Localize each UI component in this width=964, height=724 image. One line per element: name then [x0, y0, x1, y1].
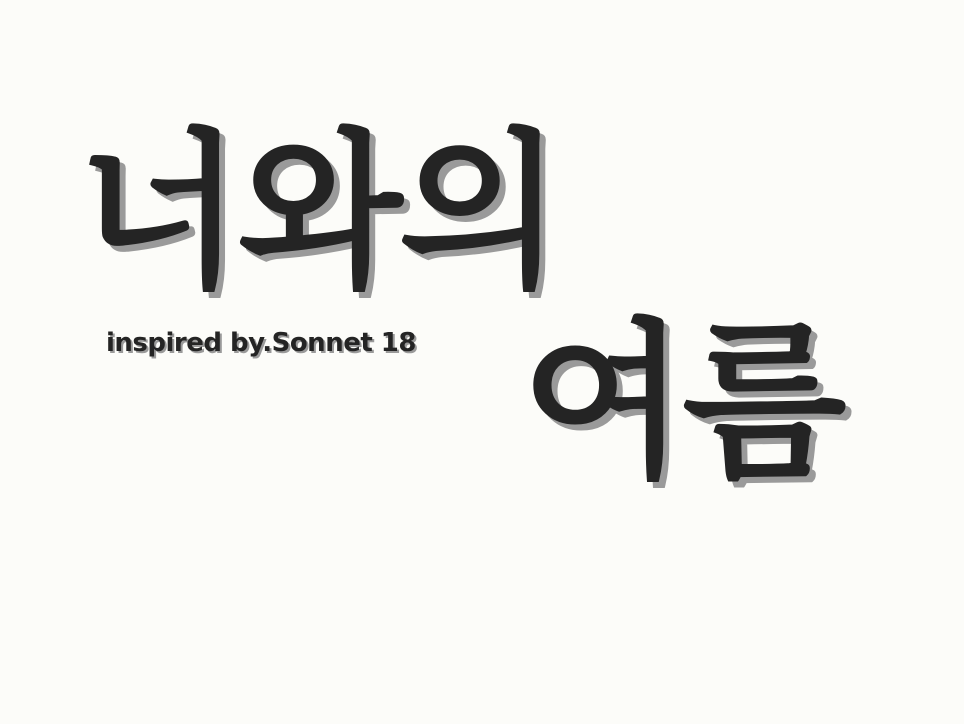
- title-line-2: 여름: [522, 304, 843, 502]
- title-line-1: 너와의: [78, 114, 559, 312]
- subtitle: inspired by.Sonnet 18: [106, 328, 416, 358]
